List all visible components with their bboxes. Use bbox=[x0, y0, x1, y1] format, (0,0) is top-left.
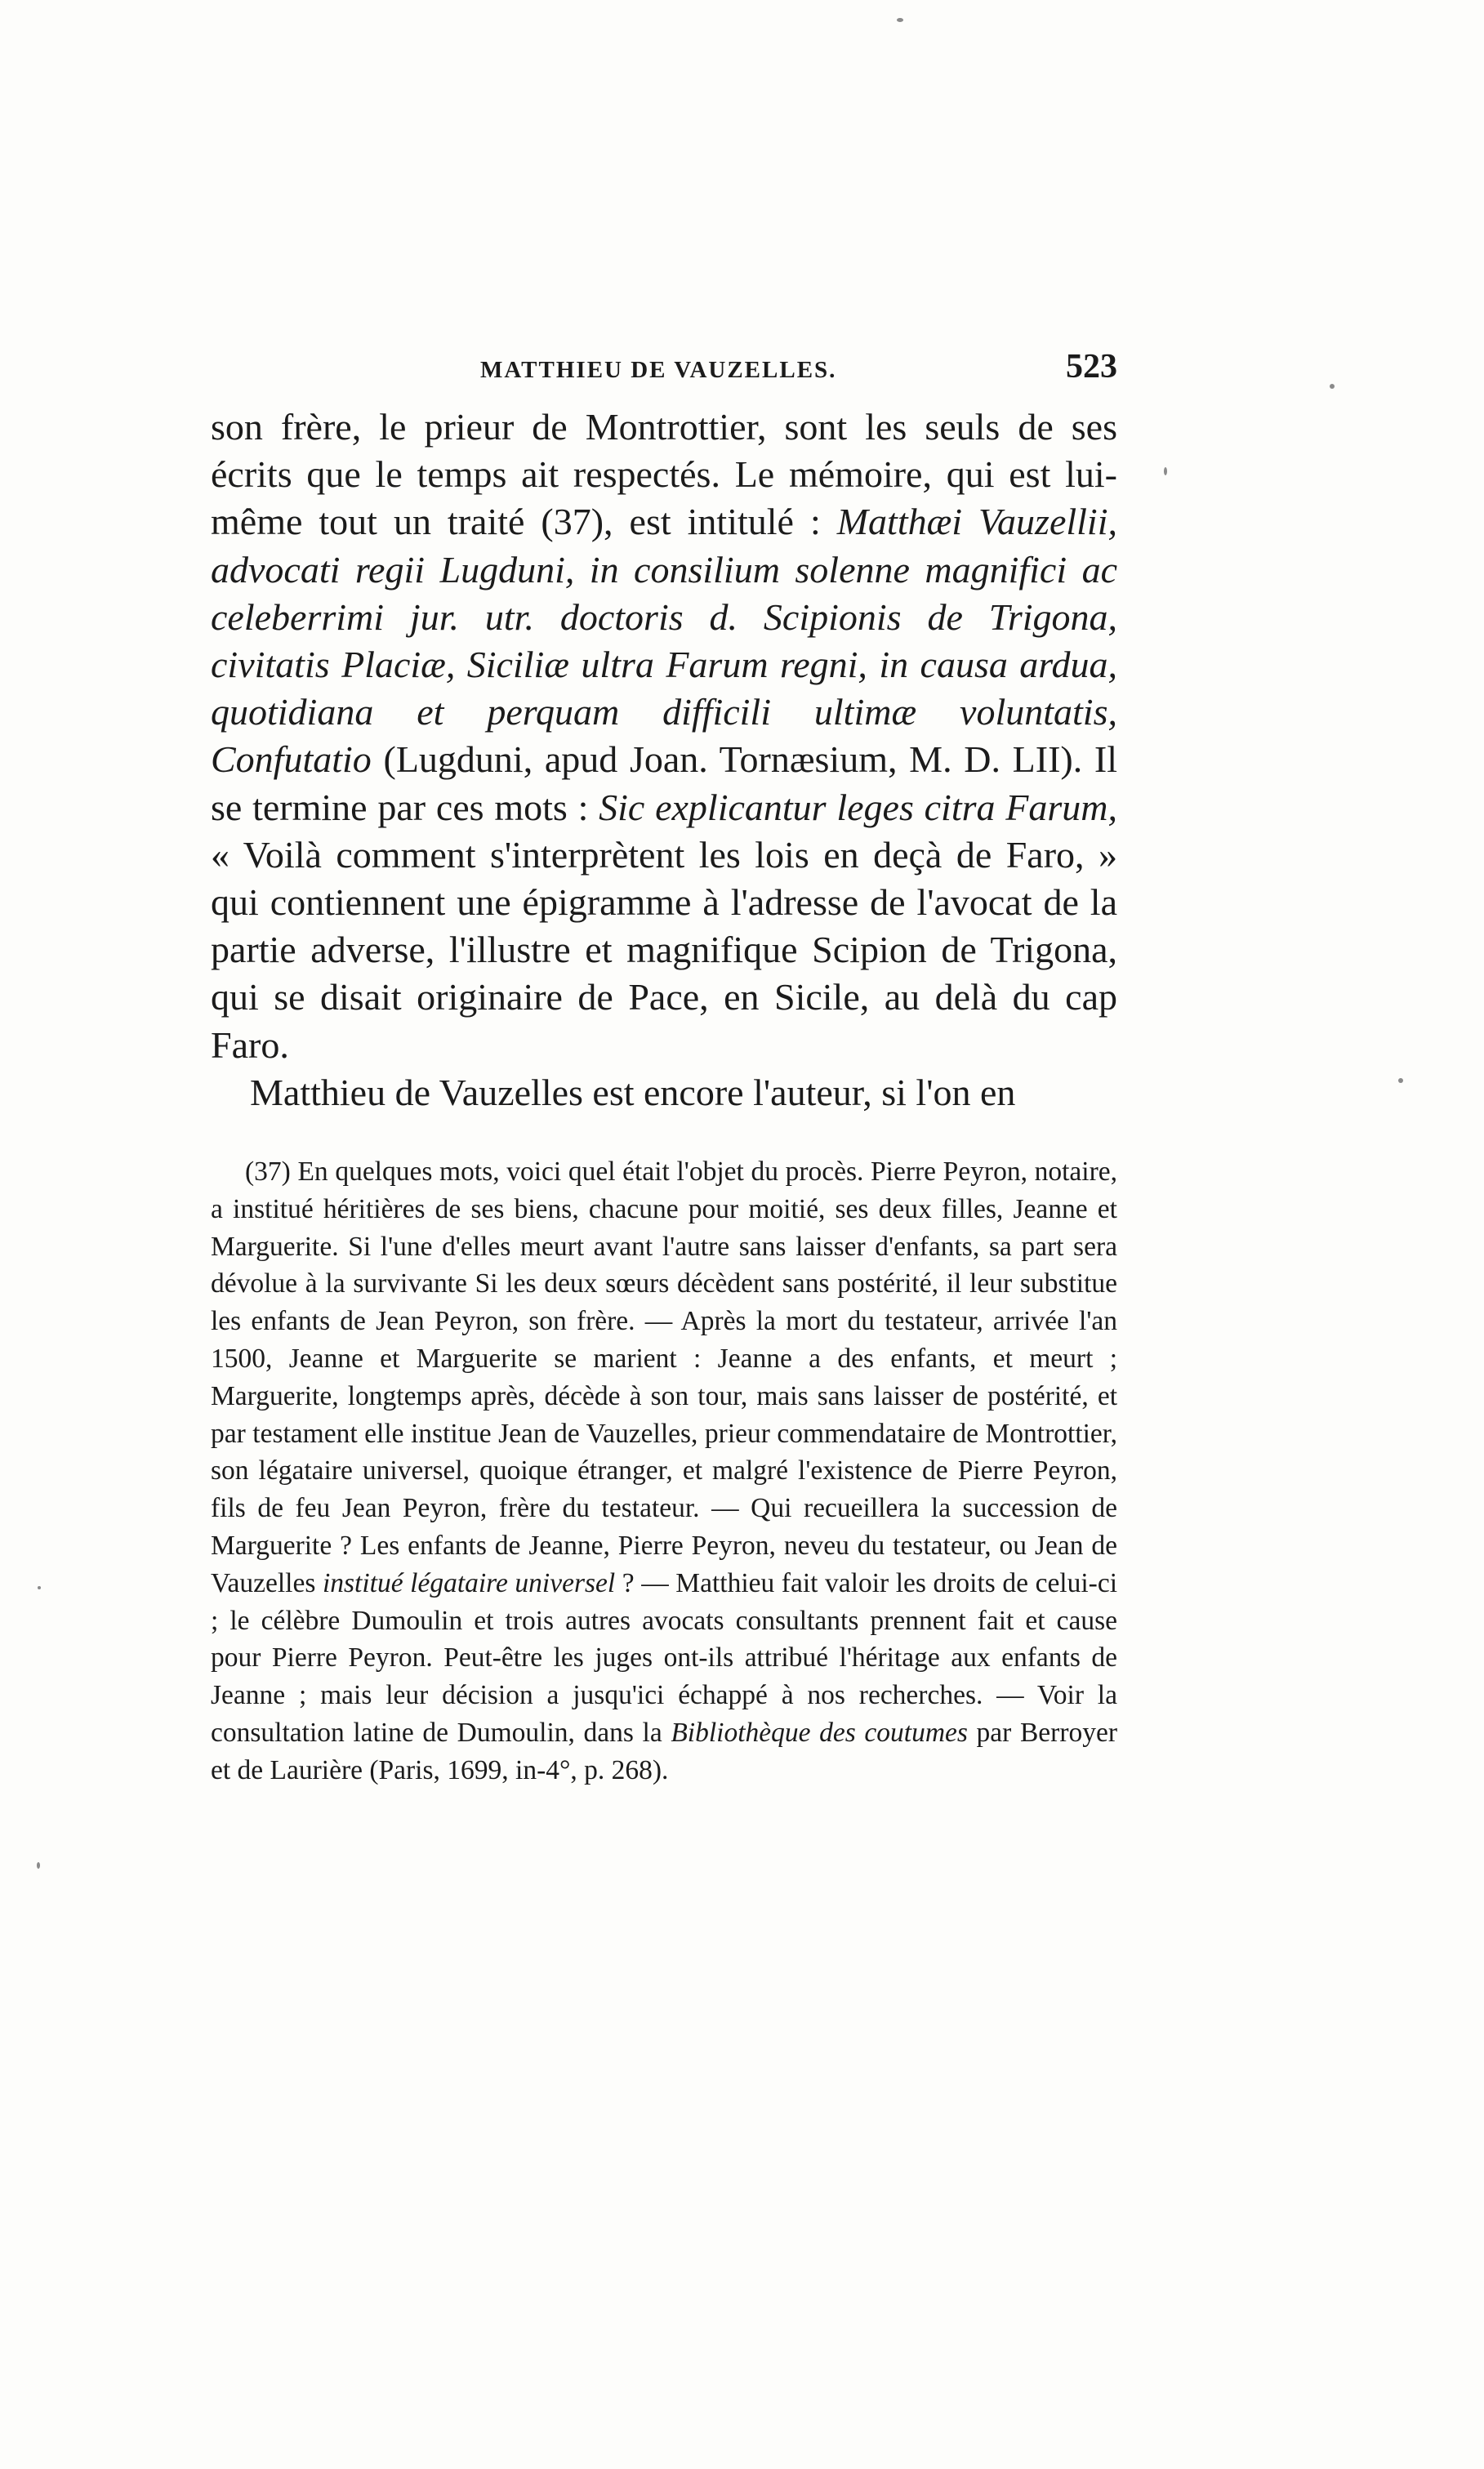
running-title: MATTHIEU DE VAUZELLES. bbox=[480, 357, 837, 383]
latin-title: Matthæi Vauzellii, advocati regii Lugduni, in consilium solenne magnifici ac celeberrimi jur. utr. doctoris d. Scipionis de Trigona, civitatis Placiæ, Siciliæ ultra Farum regni, in causa ardua, quotidiana et perquam difficili ultimæ voluntatis, Confutatio bbox=[211, 501, 1117, 781]
paragraph-1-text-c: (Lugduni, apud Joan. Tornæsium, M. D. LII). Il se termine par ces mots : bbox=[211, 738, 1117, 828]
footnote-37-text-a: (37) En quelques mots, voici quel était l'objet du procès. Pierre Peyron, notaire, a institué héritières de ses biens, chacune pour moitié, ses deux filles, Jeanne et Marguerite. Si l'une d'elles meurt avant l'autre sans laisser d'enfants, sa part sera dévolue à la survivante Si les deux sœurs décèdent sans postérité, il leur substitue les enfants de Jean Peyron, son frère. — Après la mort du testateur, arrivée l'an 1500, Jeanne et Marguerite se marient : Jeanne a des enfants, et meurt ; Marguerite, longtemps après, décède à son tour, mais sans laisser de postérité, et par testament elle institue Jean de Vauzelles, prieur commendataire de Montrottier, son légataire universel, quoique étranger, et malgré l'existence de Pierre Peyron, fils de feu Jean Peyron, frère du testateur. — Qui recueillera la succession de Marguerite ? Les enfants de Jeanne, Pierre Peyron, neveu du testateur, ou Jean de Vauzelles bbox=[211, 1157, 1117, 1598]
page-header bbox=[211, 347, 1117, 396]
ink-speck bbox=[1330, 384, 1335, 389]
paragraph-2: Matthieu de Vauzelles est encore l'auteur, si l'on en bbox=[250, 1071, 1016, 1113]
footnote-37-text-c: ? — Matthieu fait valoir les droits de celui-ci ; le célèbre Dumoulin et trois autres avocats consultants prennent fait et cause pour Pierre Peyron. Peut-être les juges ont-ils attribué l'héritage aux enfants de Jeanne ; mais leur décision a jusqu'ici échappé à nos recherches. — Voir la consultation latine de Dumoulin, dans la bbox=[211, 1567, 1118, 1748]
ink-speck bbox=[37, 1862, 40, 1869]
page-number: 523 bbox=[1066, 348, 1117, 386]
paragraph-1-text-e: « Voilà comment s'interprètent les lois en deçà de Faro, » qui contiennent une épigramme à l'adresse de l'avocat de la partie adverse, l'illustre et magnifique Scipion de Trigona, qui se disait originaire de Pace, en Sicile, au delà du cap Faro. bbox=[211, 833, 1117, 1066]
latin-quote: Sic explicantur leges citra Farum, bbox=[599, 786, 1117, 828]
cited-work-title: Bibliothèque des coutumes bbox=[671, 1717, 968, 1748]
paragraph-1-text-a: son frère, le prieur de Montrottier, sont les seuls de ses écrits que le temps ait respectés. Le mémoire, qui est lui-même tout un traité (37), est intitulé : bbox=[211, 406, 1117, 543]
footnote-37 bbox=[211, 1153, 1117, 1789]
ink-speck bbox=[897, 18, 903, 22]
ink-speck bbox=[38, 1586, 41, 1589]
ink-speck bbox=[1398, 1078, 1403, 1083]
ink-speck bbox=[1164, 467, 1167, 475]
footnote-37-text-e: par Berroyer et de Laurière (Paris, 1699, in-4°, p. 268). bbox=[211, 1717, 1117, 1785]
footnote-37-emphasis: institué légataire universel bbox=[322, 1567, 616, 1598]
main-text bbox=[211, 403, 1117, 1116]
paragraph-1 bbox=[211, 403, 1117, 1069]
footnotes bbox=[211, 1153, 1117, 1789]
